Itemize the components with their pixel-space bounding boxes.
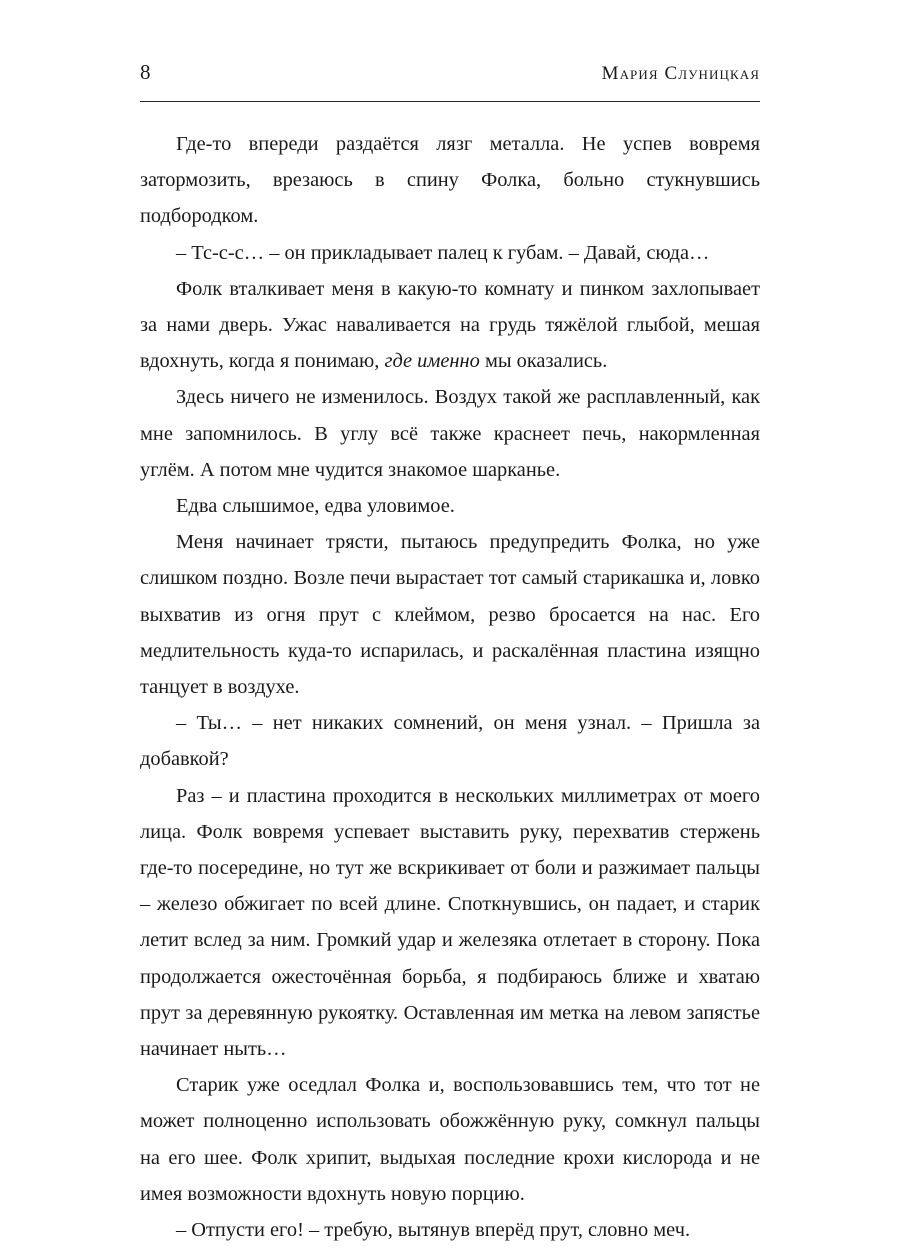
body-paragraph <box>140 235 760 271</box>
text-run: Здесь ничего не изменилось. Воздух такой же расплавленный, как мне запомнилось. В углу всё также краснеет печь, накормленная углём. А потом мне чудится знакомое шарканье. <box>140 386 760 481</box>
body-paragraph <box>140 1067 760 1212</box>
text-run: Фолк вталкивает меня в какую-то комнату и пинком захлопывает за нами дверь. Ужас наваливается на грудь тяжёлой глыбой, мешая вдохнуть, когда я понимаю, <box>140 277 760 373</box>
text-run: Едва слышимое, едва уловимое. <box>176 495 455 518</box>
body-paragraph <box>140 271 760 380</box>
text-run: – Отпусти его! – требую, вытянув вперёд прут, словно меч. <box>176 1219 691 1242</box>
body-paragraph <box>140 488 760 524</box>
emphasis-run: где именно <box>384 350 480 373</box>
body-paragraph <box>140 1212 760 1248</box>
text-run: Меня начинает трясти, пытаюсь предупредить Фолка, но уже слишком поздно. Возле печи вырастает тот самый старикашка и, ловко выхватив из огня прут с клеймом, резво бросается на нас. Его медлительность куда-то испарилась, и раскалённая пластина изящно танцует в воздухе. <box>140 531 760 699</box>
text-run: Раз – и пластина проходится в нескольких миллиметрах от моего лица. Фолк вовремя успевает выставить руку, перехватив стержень где-то посередине, но тут же вскрикивает от боли и разжимает пальцы – железо обжигает по всей длине. Споткнувшись, он падает, и старик летит вслед за ним. Громкий удар и железяка отлетает в сторону. Пока продолжается ожесточённая борьба, я подбираюсь ближе и хватаю прут за деревянную рукоятку. Оставленная им метка на левом запястье начинает ныть… <box>140 784 760 1061</box>
body-paragraph <box>140 126 760 235</box>
text-run: Где-то впереди раздаётся лязг металла. Не успев вовремя затормозить, врезаюсь в спину Фолка, больно стукнувшись подбородком. <box>140 133 760 228</box>
header-rule <box>140 101 760 102</box>
body-paragraph <box>140 379 760 488</box>
text-run: Старик уже оседлал Фолка и, воспользовавшись тем, что тот не может полноценно использовать обожжённую руку, сомкнул пальцы на его шее. Фолк хрипит, выдыхая последние крохи кислорода и не имея возможности вдохнуть новую порцию. <box>140 1074 760 1205</box>
body-paragraph <box>140 524 760 705</box>
text-run: – Ты… – нет никаких сомнений, он меня узнал. – Пришла за добавкой? <box>140 712 760 771</box>
text-run: – Тс-с-с… – он прикладывает палец к губам. – Давай, сюда… <box>176 241 710 264</box>
page-number: 8 <box>140 60 151 84</box>
body-paragraph <box>140 778 760 1068</box>
body-text-block <box>140 126 760 1248</box>
running-head <box>140 62 760 92</box>
body-paragraph <box>140 705 760 777</box>
running-title-author: Мария Слуницкая <box>601 63 760 84</box>
text-run: мы оказались. <box>479 350 608 373</box>
